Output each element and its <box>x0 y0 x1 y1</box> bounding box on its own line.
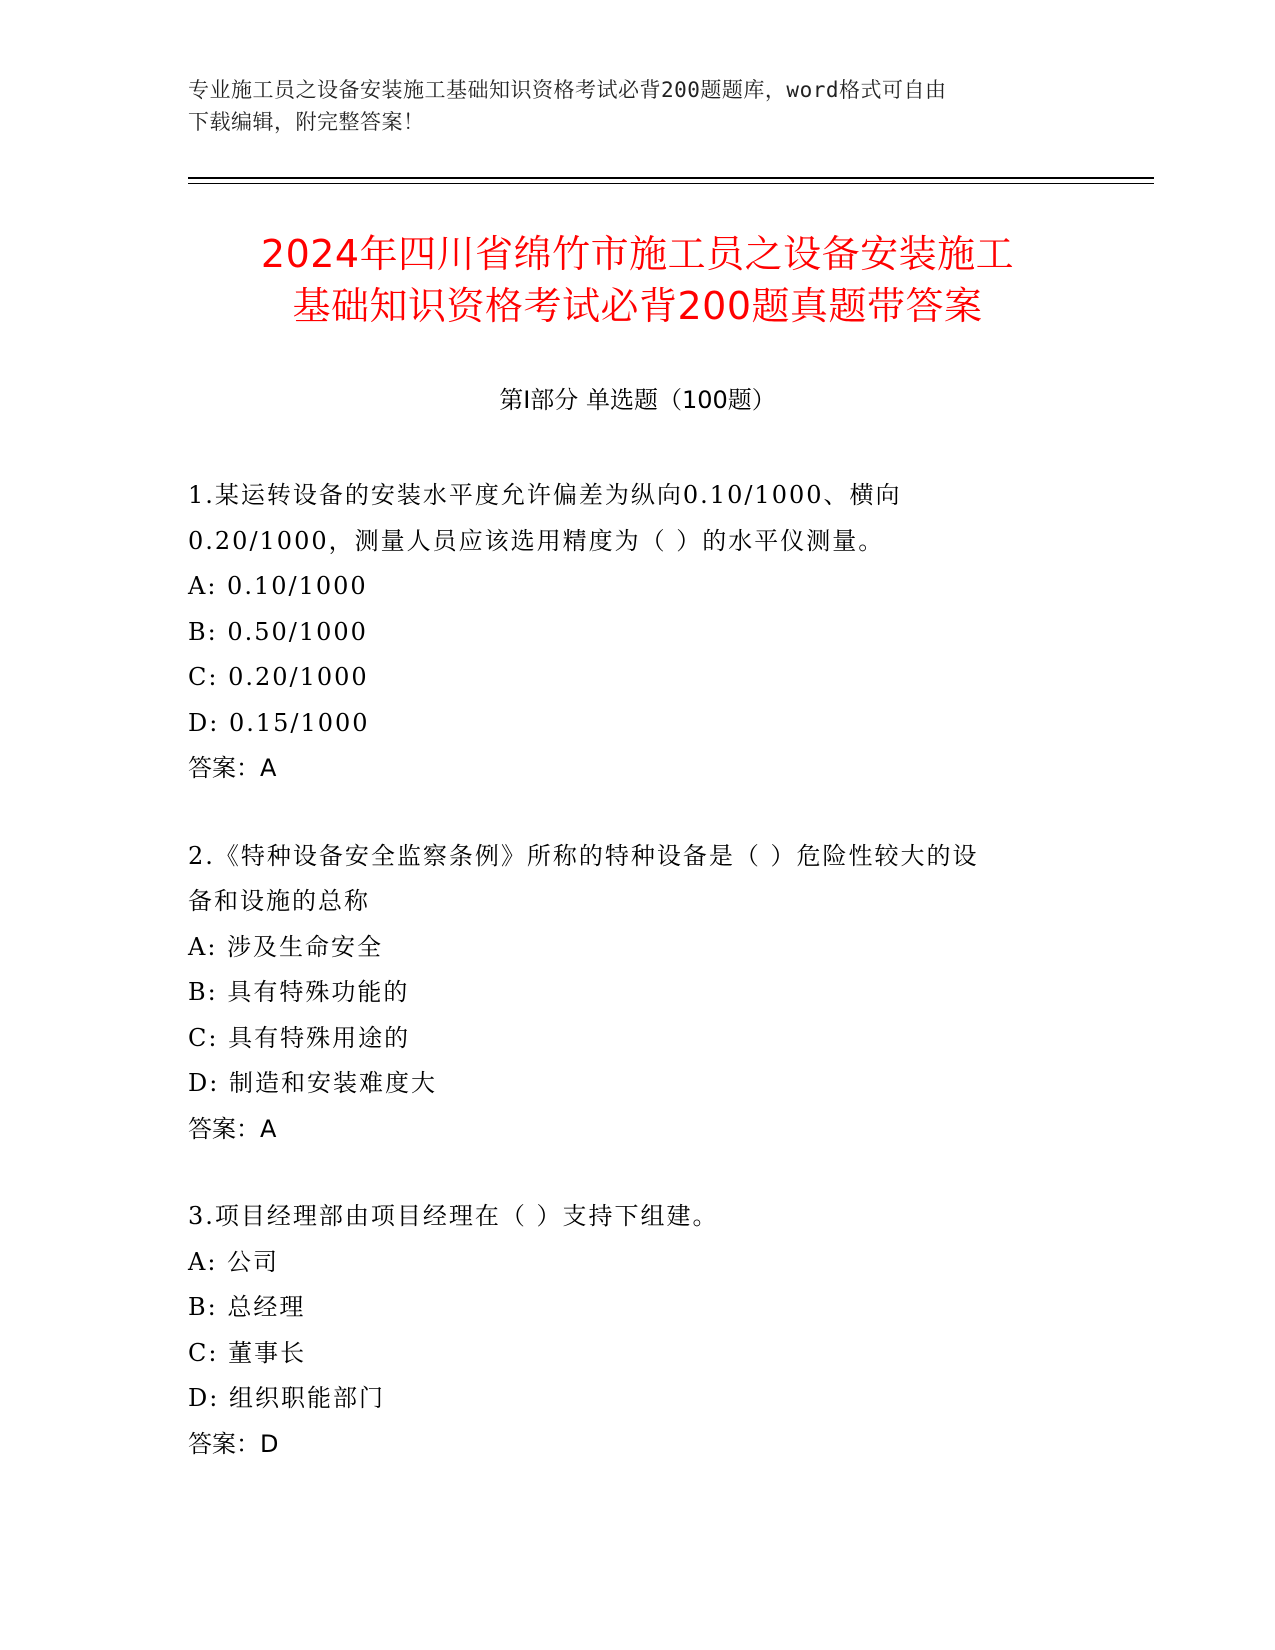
answer: 答案：A <box>188 1114 277 1143</box>
option-c: C: 0.20/1000 <box>188 663 369 691</box>
option-a: A: 0.10/1000 <box>188 572 368 600</box>
option-a: A: 涉及生命安全 <box>188 932 384 961</box>
option-c: C: 具有特殊用途的 <box>188 1023 411 1052</box>
header-divider-thick <box>188 177 1154 179</box>
header-note-line1: 专业施工员之设备安装施工基础知识资格考试必背200题题库，word格式可自由 <box>188 78 947 102</box>
option-b: B: 具有特殊功能的 <box>188 978 410 1006</box>
document-title-line1: 2024年四川省绵竹市施工员之设备安装施工 <box>260 232 1015 276</box>
question-stem: 3.项目经理部由项目经理在（ ）支持下组建。 <box>188 1202 719 1230</box>
question-2 <box>188 834 1088 1153</box>
question-list <box>188 473 1088 1509</box>
header-divider-thin <box>188 183 1154 184</box>
question-stem: 备和设施的总称 <box>188 887 370 915</box>
question-3 <box>188 1194 1088 1467</box>
question-stem: 0.20/1000，测量人员应该选用精度为（ ）的水平仪测量。 <box>188 526 885 555</box>
section-title: 第Ⅰ部分 单选题（100题） <box>499 386 776 414</box>
header-note <box>188 74 1088 138</box>
option-d: D: 组织职能部门 <box>188 1384 385 1412</box>
option-c: C: 董事长 <box>188 1338 307 1367</box>
option-b: B: 0.50/1000 <box>188 617 368 646</box>
option-a: A: 公司 <box>188 1247 280 1276</box>
document-title <box>150 228 1125 332</box>
question-1 <box>188 473 1088 792</box>
document-title-line2: 基础知识资格考试必背200题真题带答案 <box>292 284 983 328</box>
question-stem: 1.某运转设备的安装水平度允许偏差为纵向0.10/1000、横向 <box>188 481 902 509</box>
answer: 答案：A <box>188 754 277 782</box>
option-b: B: 总经理 <box>188 1293 306 1321</box>
answer: 答案：D <box>188 1429 279 1458</box>
option-d: D: 制造和安装难度大 <box>188 1069 437 1097</box>
option-d: D: 0.15/1000 <box>188 708 370 737</box>
question-stem: 2.《特种设备安全监察条例》所称的特种设备是（ ）危险性较大的设 <box>188 841 979 870</box>
header-note-line2: 下载编辑，附完整答案！ <box>188 110 425 134</box>
